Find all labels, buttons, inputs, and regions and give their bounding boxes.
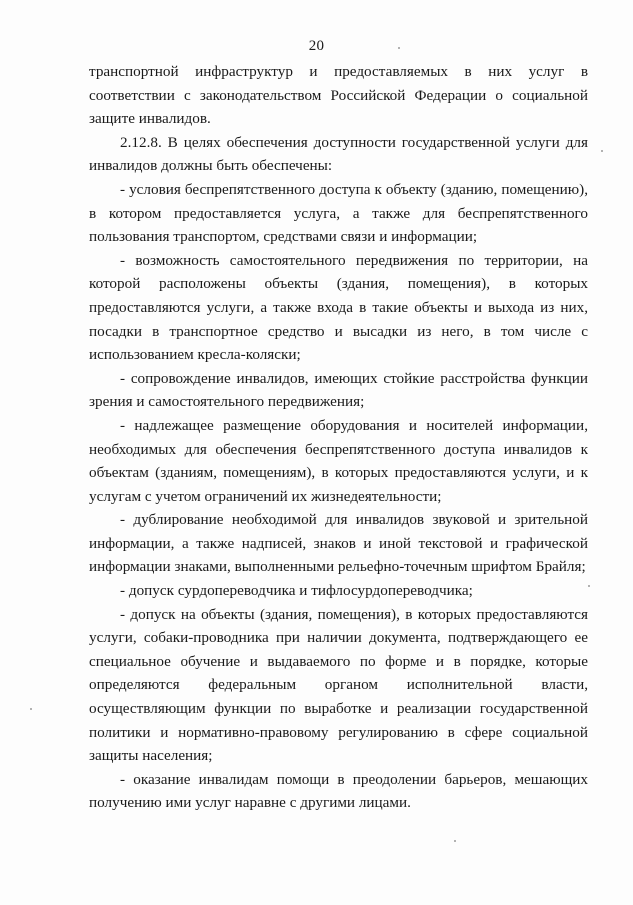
scan-speck — [454, 840, 456, 842]
list-item: - допуск на объекты (здания, помещения), в которых предоставляются услуги, собаки-проводника при наличии документа, подтверждающего ее специальное обучение и выдаваемого по форме и в порядке, которые определяются федеральным органом исполнительной власти, осуществляющим функции по выработке и реализации государственной политики и нормативно-правовому регулированию в сфере социальной защиты населения; — [89, 605, 588, 765]
document-body — [89, 60, 588, 815]
list-item: - надлежащее размещение оборудования и носителей информации, необходимых для обеспечения беспрепятственного доступа инвалидов к объектам (зданиям, помещениям), в которых предоставляются услуги, и к услугам с учетом ограничений их жизнедеятельности; — [89, 416, 588, 505]
paragraph-continuation: транспортной инфраструктур и предоставляемых в них услуг в соответствии с законодательством Российской Федерации о социальной защите инвалидов. — [89, 63, 588, 128]
list-item: - дублирование необходимой для инвалидов звуковой и зрительной информации, а также надписей, знаков и иной текстовой и графической информации знаками, выполненными рельефно-точечным шрифтом Брайля; — [89, 511, 588, 576]
scan-speck — [30, 708, 32, 710]
list-item: - оказание инвалидам помощи в преодолении барьеров, мешающих получению ими услуг наравне с другими лицами. — [89, 770, 588, 812]
paragraph-section-2-12-8: 2.12.8. В целях обеспечения доступности государственной услуги для инвалидов должны быть обеспечены: — [89, 133, 588, 175]
scan-speck — [588, 585, 590, 587]
scan-speck — [601, 150, 603, 152]
list-item: - возможность самостоятельного передвижения по территории, на которой расположены объекты (здания, помещения), в которых предоставляются услуги, а также входа в такие объекты и выхода из них, посадки в транспортное средство и высадки из него, в том числе с использованием кресла-коляски; — [89, 251, 588, 364]
scan-speck — [398, 47, 400, 49]
list-item: - допуск сурдопереводчика и тифлосурдопереводчика; — [120, 582, 473, 600]
list-item: - условия беспрепятственного доступа к объекту (зданию, помещению), в котором предоставляется услуга, а также для беспрепятственного пользования транспортом, средствами связи и информации; — [89, 180, 588, 246]
page-number: 20 — [308, 38, 325, 54]
list-item: - сопровождение инвалидов, имеющих стойкие расстройства функции зрения и самостоятельного передвижения; — [89, 369, 588, 411]
